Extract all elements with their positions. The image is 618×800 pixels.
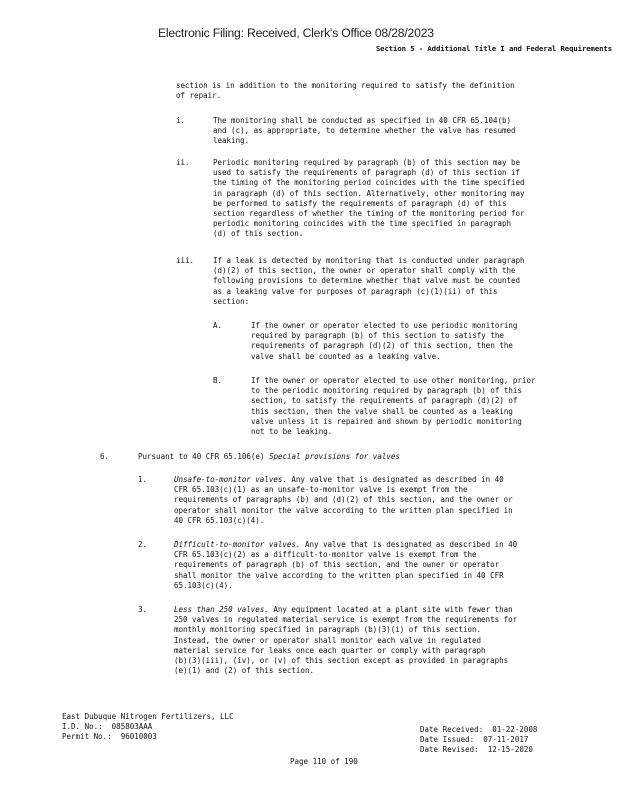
filing-stamp: Electronic Filing: Received, Clerk's Office 08/28/2023 bbox=[158, 26, 434, 40]
provision-text bbox=[174, 605, 517, 676]
section-6-title: Special provisions for valves bbox=[268, 452, 400, 461]
provision-marker: 3. bbox=[138, 605, 148, 614]
item-text: The monitoring shall be conducted as specified in 40 CFR 65.104(b) and (c), as appropriate, to determine whether the valve has resumed leaking. bbox=[213, 116, 516, 146]
provision-marker: 1. bbox=[138, 475, 148, 484]
section-6-lead: Pursuant to 40 CFR 65.106(e) bbox=[138, 452, 269, 461]
subitem-marker: A. bbox=[213, 321, 223, 330]
page-number: Page 110 of 190 bbox=[290, 757, 358, 766]
item-marker: ii. bbox=[176, 158, 190, 167]
provision-title: Less than 250 valves. bbox=[174, 605, 269, 614]
date-issued: Date Issued: 07-11-2017 bbox=[420, 734, 529, 744]
provision-title: Difficult-to-monitor valves. bbox=[174, 540, 301, 549]
subitem-text: If the owner or operator elected to use periodic monitoring required by paragraph (b) of this section to satisfy the requirements of paragraph (d)(2) of this section, then the valve shall be counted as a leaking valve. bbox=[251, 321, 518, 361]
provision-marker: 2. bbox=[138, 540, 148, 549]
section-6-heading bbox=[138, 452, 400, 462]
item-marker: iii. bbox=[176, 256, 195, 265]
footer-left bbox=[62, 712, 234, 741]
item-text: If a leak is detected by monitoring that is conducted under paragraph (d)(2) of this section, the owner or operator shall comply with the following provisions to determine whether that valve must be counted as a leaking valve for purposes of paragraph (c)(1)(ii) of this section: bbox=[213, 256, 525, 306]
section-header: Section 5 - Additional Title I and Federal Requirements bbox=[375, 44, 612, 53]
provision-body: CFR 65.103(c)(2) as a difficult-to-monitor valve is exempt from the requirements of paragraph (b) of this section, and the owner or operator shall monitor the valve according to the written plan specified in 40 CFR 65.103(c)(4). bbox=[174, 550, 504, 590]
provision-first-line: Any valve that is designated as described in 40 bbox=[300, 540, 518, 549]
date-revised: Date Revised: 12-15-2020 bbox=[420, 744, 533, 754]
provision-first-line: Any equipment located at a plant site with fewer than bbox=[268, 605, 513, 614]
id-number: I.D. No.: 085803AAA bbox=[62, 721, 153, 731]
provision-body: CFR 65.103(c)(1) as an unsafe-to-monitor valve is exempt from the requirements of paragraphs (b) and (d)(2) of this section, and the owner or operator shall monitor the valve according to the written plan specified in 40 CFR 65.103(c)(4). bbox=[174, 485, 513, 525]
provision-text bbox=[174, 475, 513, 526]
intro-text: section is in addition to the monitoring required to satisfy the definition of repair. bbox=[176, 81, 515, 101]
permit-number: Permit No.: 96010003 bbox=[62, 731, 157, 741]
provision-text bbox=[174, 540, 517, 591]
date-received: Date Received: 01-22-2008 bbox=[420, 725, 538, 734]
subitem-marker: B. bbox=[213, 376, 223, 385]
provision-title: Unsafe-to-monitor valves. bbox=[174, 475, 287, 484]
provision-first-line: Any valve that is designated as described in 40 bbox=[286, 475, 504, 484]
item-text: Periodic monitoring required by paragraph (b) of this section may be used to satisfy the requirements of paragraph (d) of this section if the timing of the monitoring period coincides with the time specified in paragraph (d) of this section. Alternatively, other monitoring may be performed to satisfy the requirements of paragraph (d) of this section regardless of whether the timing of the monitoring period for periodic monitoring coincides with the time specified in paragraph (d) of this section. bbox=[213, 158, 525, 239]
section-6-marker: 6. bbox=[100, 452, 110, 461]
item-marker: i. bbox=[176, 116, 186, 125]
footer-right bbox=[420, 725, 537, 754]
company-name: East Dubuque Nitrogen Fertilizers, LLC bbox=[62, 712, 234, 721]
provision-body: 250 valves in regulated material service is exempt from the requirements for monthly monitoring specified in paragraph (b)(3)(i) of this section. Instead, the owner or operator shall monitor each valve in regulated material service for leaks once each quarter or comply with paragraph (b)(3)(iii), (iv), or (v) of this section except as provided in paragraphs (e)(1) and (2) of this section. bbox=[174, 615, 518, 676]
subitem-text: If the owner or operator elected to use other monitoring, prior to the periodic monitoring required by paragraph (b) of this section, to satisfy the requirements of paragraph (d)(2) of this section, then the valve shall be counted as a leaking valve unless it is repaired and shown by periodic monitoring not to be leaking. bbox=[251, 376, 536, 437]
